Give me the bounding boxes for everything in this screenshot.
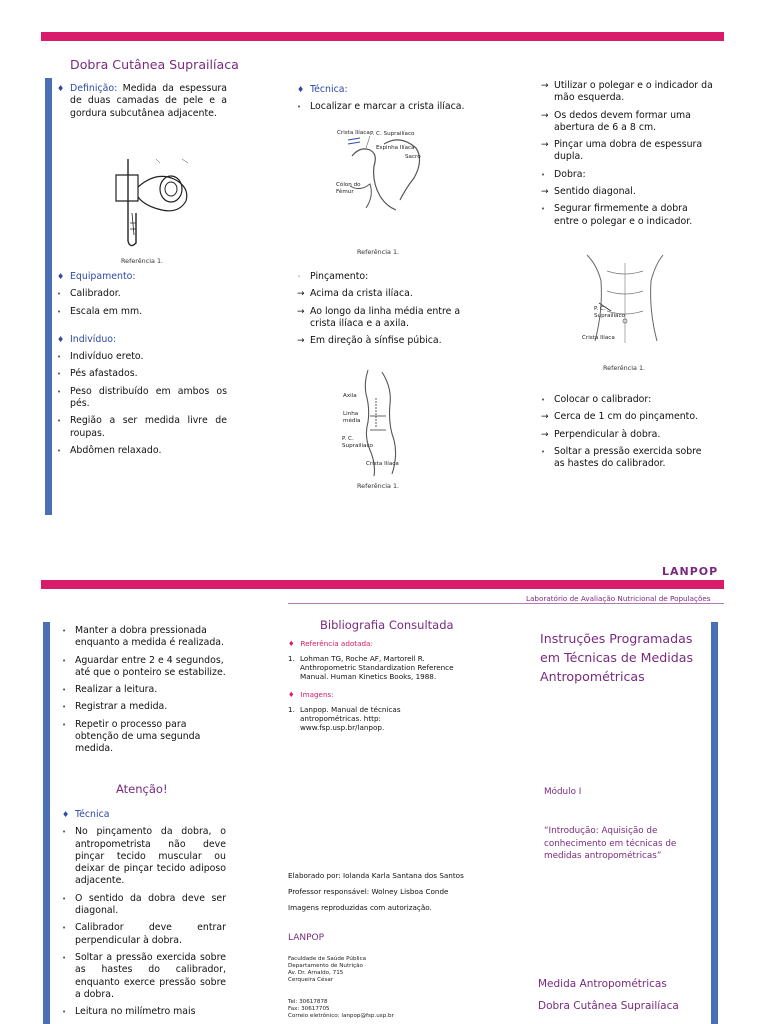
list-item: • Calibrador deve entrar perpendicular à dobra. [62, 922, 226, 946]
dot-bullet-icon: • [62, 828, 67, 837]
list-item: • Manter a dobra pressionada enquanto a medida é realizada. [62, 625, 224, 649]
dobra-heading: • Dobra: [541, 168, 586, 180]
lanpop-small-heading: LANPOP [288, 933, 325, 943]
arrow-right-icon: → [297, 336, 305, 347]
right-side-bar [711, 622, 718, 1024]
diamond-bullet-icon: ♦ [62, 810, 70, 819]
figure-3-label-crista: Crista Ilíaca [366, 461, 399, 467]
column-2-lower [297, 271, 467, 352]
page2-column-1 [62, 625, 226, 761]
dot-bullet-icon: • [57, 307, 62, 316]
left-side-bar [45, 78, 52, 515]
figure-2-label-espinha: Espinha Ilíaca [376, 145, 415, 151]
dot-bullet-icon: • [541, 396, 546, 404]
list-item: → Utilizar o polegar e o indicador da mão esquerda. [541, 80, 713, 104]
figure-4-label-pc: P. C. Suprailíaco [594, 306, 625, 319]
list-item: • No pinçamento da dobra, o antropometrista não deve pinçar tecido muscular ou deixar de pinçar tecido adiposo adjacente. [62, 826, 226, 887]
list-item: • Calibrador. [57, 288, 121, 300]
address-block: Faculdade de Saúde Pública Departamento de Nutrição Av. Dr. Arnaldo, 715 Cerqueira César [288, 956, 367, 983]
atencao-list [62, 809, 226, 1023]
imagens-item: 1. Lanpop. Manual de técnicas antropométricas. http: www.fsp.usp.br/lanpop. [288, 705, 401, 732]
dot-bullet-icon: • [62, 953, 67, 962]
dot-bullet-icon: • [57, 370, 62, 379]
module-label: Módulo I [544, 787, 582, 797]
top-accent-bar [41, 32, 724, 41]
list-item: → Perpendicular à dobra. [541, 428, 661, 440]
dot-bullet-icon: • [297, 103, 302, 112]
list-item: → Cerca de 1 cm do pinçamento. [541, 411, 698, 423]
dot-bullet-icon: • [62, 720, 67, 729]
diamond-bullet-icon: ♦ [288, 690, 295, 699]
elaborado-por: Elaborado por: Iolanda Karla Santana dos Santos [288, 871, 464, 880]
list-item: • Segurar firmemente a dobra entre o polegar e o indicador. [541, 203, 693, 227]
ref-adotada-heading: ♦ Referência adotada: [288, 639, 373, 648]
footer-title-2: Dobra Cutânea Suprailíaca [538, 1000, 679, 1012]
ref-adotada-item: 1. Lohman TG, Roche AF, Martorell R. Anthropometric Standardization Reference Manual. Human Kinetics Books, 1988. [288, 654, 454, 681]
dot-bullet-icon: • [62, 1008, 67, 1017]
contact-block: Tel: 30617878 Fax: 30617705 Correio eletrônico: lanpop@fsp.usp.br [288, 999, 394, 1019]
diamond-bullet-icon: ♦ [57, 334, 65, 344]
instructions-title: Instruções Programadas em Técnicas de Medidas Antropométricas [540, 631, 694, 684]
column-3-lower [541, 394, 713, 475]
tecnica-heading: ♦ Técnica: [297, 84, 348, 95]
dot-bullet-icon: ◦ [297, 273, 302, 281]
dot-bullet-icon: • [57, 290, 62, 299]
list-item: → Pinçar uma dobra de espessura dupla. [541, 139, 703, 163]
bibliography-title: Bibliografia Consultada [320, 618, 454, 632]
diamond-bullet-icon: ♦ [288, 639, 295, 648]
arrow-right-icon: → [541, 81, 549, 91]
diamond-bullet-icon: ♦ [57, 84, 65, 93]
calibrador-heading: • Colocar o calibrador: [541, 394, 652, 405]
list-item: • Leitura no milímetro mais [62, 1006, 196, 1018]
pelvis-figure [330, 126, 430, 218]
figure-2-label-sacro: Sacro [405, 154, 421, 160]
list-item: • Localizar e marcar a crista ilíaca. [297, 101, 465, 113]
dot-bullet-icon: • [541, 447, 546, 456]
list-item: • Aguardar entre 2 e 4 segundos, até que o ponteiro se estabilize. [62, 654, 226, 678]
dot-bullet-icon: • [62, 703, 67, 712]
figure-4-label-crista: Crista Ilíaca [582, 335, 615, 341]
middle-accent-bar [41, 580, 724, 589]
list-item: • O sentido da dobra deve ser diagonal. [62, 892, 226, 917]
lab-name: Laboratório de Avaliação Nutricional de Populações [526, 594, 711, 603]
column-3 [541, 80, 713, 233]
figure-3-caption: Referência 1. [357, 482, 400, 490]
arrow-right-icon: → [297, 289, 305, 300]
equipamento-heading: ♦ Equipamento: [57, 271, 136, 282]
page-title: Dobra Cutânea Suprailíaca [70, 57, 239, 72]
dot-bullet-icon: • [62, 656, 67, 665]
definition-block [57, 83, 227, 120]
individuo-heading: ♦ Indivíduo: [57, 333, 117, 345]
dot-bullet-icon: • [541, 170, 546, 179]
arrow-right-icon: → [297, 306, 305, 317]
definition-label: Definição: [70, 83, 118, 94]
list-item: • Escala em mm. [57, 305, 143, 317]
left-side-bar-2 [43, 622, 50, 1024]
arrow-right-icon: → [541, 110, 549, 121]
column-2 [297, 84, 477, 119]
dot-bullet-icon: • [62, 686, 67, 695]
arrow-right-icon: → [541, 429, 549, 440]
dot-bullet-icon: • [57, 353, 62, 362]
figure-2-label-colo: Cólon do Fêmur [336, 182, 361, 195]
intro-quote: “Introdução: Aquisição de conhecimento em técnicas de medidas antropométricas” [544, 826, 677, 861]
imagens-autorizacao: Imagens reproduzidas com autorização. [288, 903, 432, 912]
imagens-heading: ♦ Imagens: [288, 690, 334, 699]
column-1 [57, 83, 227, 120]
list-item: • Indivíduo ereto. [57, 351, 144, 363]
column-1-lower [57, 271, 227, 462]
list-item: • Realizar a leitura. [62, 684, 158, 696]
dot-bullet-icon: • [57, 417, 62, 426]
abdomen-figure [577, 251, 675, 359]
list-item: • Registrar a medida. [62, 701, 168, 713]
dot-bullet-icon: • [62, 894, 67, 903]
dot-bullet-icon: • [62, 924, 67, 933]
atencao-heading: Atenção! [116, 782, 168, 796]
arrow-right-icon: → [541, 140, 549, 151]
list-item: → Ao longo da linha média entre a crista ilíaca e a axila. [297, 305, 461, 329]
list-item: → Os dedos devem formar uma abertura de 6 a 8 cm. [541, 109, 691, 133]
professor-responsavel: Professor responsável: Wolney Lisboa Conde [288, 887, 449, 896]
caliper-figure [98, 153, 216, 251]
list-item: → Em direção à sínfise púbica. [297, 335, 442, 347]
dot-bullet-icon: • [62, 627, 67, 635]
figure-3-label-linha: Linha média [343, 411, 361, 424]
list-item: • Soltar a pressão exercida sobre as hastes do calibrador. [541, 445, 702, 470]
list-item: → Acima da crista ilíaca. [297, 288, 413, 300]
dot-bullet-icon: • [541, 205, 546, 214]
list-item: • Repetir o processo para obtenção de uma segunda medida. [62, 718, 201, 755]
dot-bullet-icon: • [57, 446, 62, 455]
figure-2-label-pc: P. C. Suprailíaco [370, 131, 415, 137]
list-item: • Soltar a pressão exercida sobre as hastes do calibrador, enquanto exerce pressão sobre a dobra. [62, 951, 226, 1000]
figure-1-caption: Referência 1. [121, 257, 164, 265]
dot-bullet-icon: • [57, 387, 62, 396]
pincamento-heading: ◦ Pinçamento: [297, 271, 369, 282]
figure-3-label-pc: P. C. Suprailíaco [342, 436, 373, 449]
diamond-bullet-icon: ♦ [297, 85, 305, 94]
figure-2-caption: Referência 1. [357, 248, 400, 256]
footer-title-1: Medida Antropométricas [538, 978, 667, 990]
figure-2-label-crista: Crista Ilíaca [337, 130, 370, 136]
figure-4-caption: Referência 1. [603, 364, 646, 372]
list-item: • Peso distribuído em ambos os pés. [57, 385, 227, 410]
diamond-bullet-icon: ♦ [57, 272, 65, 281]
lab-rule [288, 603, 724, 604]
lanpop-logo-text: LANPOP [662, 565, 719, 578]
list-item: • Abdômen relaxado. [57, 444, 162, 456]
definition-text: Medida da espessura de duas camadas de pele e a gordura subcutânea adjacente. [70, 83, 228, 119]
list-item: → Sentido diagonal. [541, 186, 636, 198]
figure-3-label-axila: Axila [343, 393, 357, 399]
arrow-right-icon: → [541, 412, 549, 423]
bibliography-block [288, 639, 460, 732]
list-item: • Pés afastados. [57, 368, 138, 380]
arrow-right-icon: → [541, 187, 549, 198]
tecnica-heading-2: ♦ Técnica [62, 809, 110, 820]
list-item: • Região a ser medida livre de roupas. [57, 415, 227, 439]
